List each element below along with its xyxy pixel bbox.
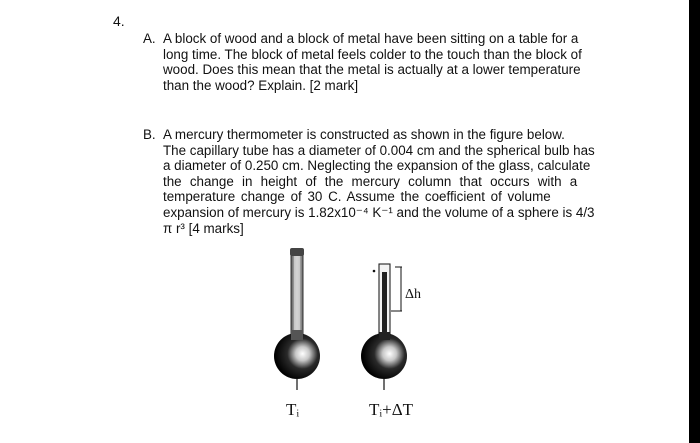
part-b-line: expansion of mercury is 1.82x10⁻⁴ K⁻¹ and the volume of a sphere is 4/3	[163, 204, 595, 220]
part-b	[143, 127, 615, 236]
thermometer-figure	[262, 244, 452, 434]
part-a-marks: [2 mark]	[309, 77, 359, 93]
part-a	[143, 31, 615, 93]
part-a-line: A block of wood and a block of metal have been sitting on a table for a	[163, 31, 579, 46]
part-b-line: The capillary tube has a diameter of 0.004 cm and the spherical bulb has	[163, 142, 595, 158]
thermometer-right	[361, 264, 407, 390]
part-b-line: a diameter of 0.250 cm. Neglecting the expansion of the glass, calculate	[163, 158, 591, 174]
screen-edge	[689, 0, 700, 443]
part-b-marks: [4 marks]	[188, 220, 244, 236]
part-a-line: long time. The block of metal feels colder to the touch than the block of	[163, 46, 582, 62]
initial-temperature-label: Tᵢ	[286, 400, 300, 419]
delta-h-label: Δh	[405, 287, 422, 302]
part-b-letter: B.	[143, 127, 156, 142]
part-a-letter: A.	[143, 31, 156, 46]
thermometer-left	[274, 248, 320, 390]
part-b-line: the change in height of the mercury column that occurs with a	[163, 173, 578, 189]
question-number: 4.	[113, 13, 125, 29]
part-b-line: A mercury thermometer is constructed as shown in the figure below.	[163, 127, 565, 142]
part-a-last-line: than the wood? Explain.	[163, 77, 306, 93]
part-b-last-line: π r³	[163, 220, 185, 236]
final-temperature-label: Tᵢ+ΔT	[369, 400, 414, 419]
part-a-line: wood. Does this mean that the metal is actually at a lower temperature	[163, 62, 581, 78]
part-b-line: temperature change of 30 C. Assume the coefficient of volume	[163, 189, 551, 205]
